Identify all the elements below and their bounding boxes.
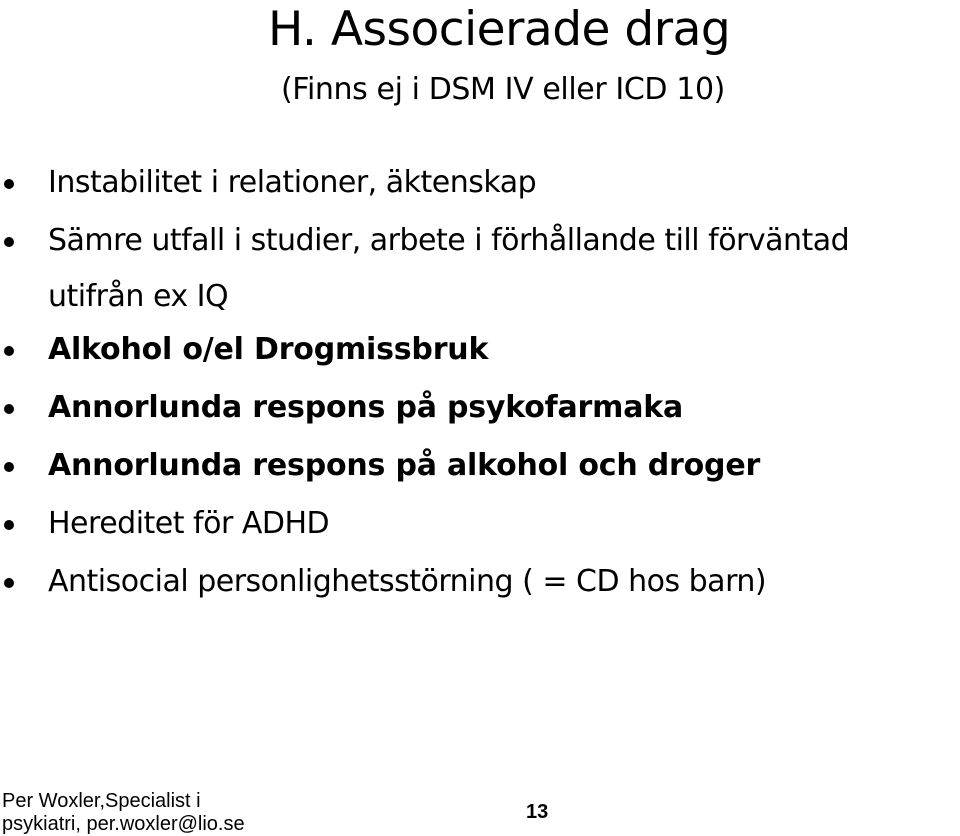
slide-title: H. Associerade drag — [268, 2, 731, 57]
bullet-text: Annorlunda respons på psykofarmaka — [48, 390, 684, 425]
bullet-dot-icon — [4, 346, 14, 356]
footer-author — [2, 790, 245, 836]
bullet-text: Annorlunda respons på alkohol och droger — [48, 448, 761, 483]
footer-author-line2: psykiatri, per.woxler@lio.se — [2, 813, 245, 835]
bullet-dot-icon — [4, 404, 14, 414]
bullet-text: Sämre utfall i studier, arbete i förhållande till förväntad utifrån ex IQ — [48, 223, 850, 314]
page-number: 13 — [526, 801, 549, 823]
bullet-dot-icon — [4, 237, 14, 247]
bullet-dot-icon — [4, 462, 14, 472]
bullet-text: Antisocial personlighetsstörning ( = CD hos barn) — [48, 564, 767, 599]
bullet-dot-icon — [4, 520, 14, 530]
bullet-text: Alkohol o/el Drogmissbruk — [48, 332, 489, 367]
bullet-dot-icon — [4, 179, 14, 189]
bullet-text: Hereditet för ADHD — [48, 506, 330, 541]
bullet-text: Instabilitet i relationer, äktenskap — [48, 165, 537, 200]
slide-subtitle: (Finns ej i DSM IV eller ICD 10) — [281, 72, 725, 107]
footer-author-line1: Per Woxler,Specialist i — [2, 790, 201, 812]
bullet-dot-icon — [4, 578, 14, 588]
